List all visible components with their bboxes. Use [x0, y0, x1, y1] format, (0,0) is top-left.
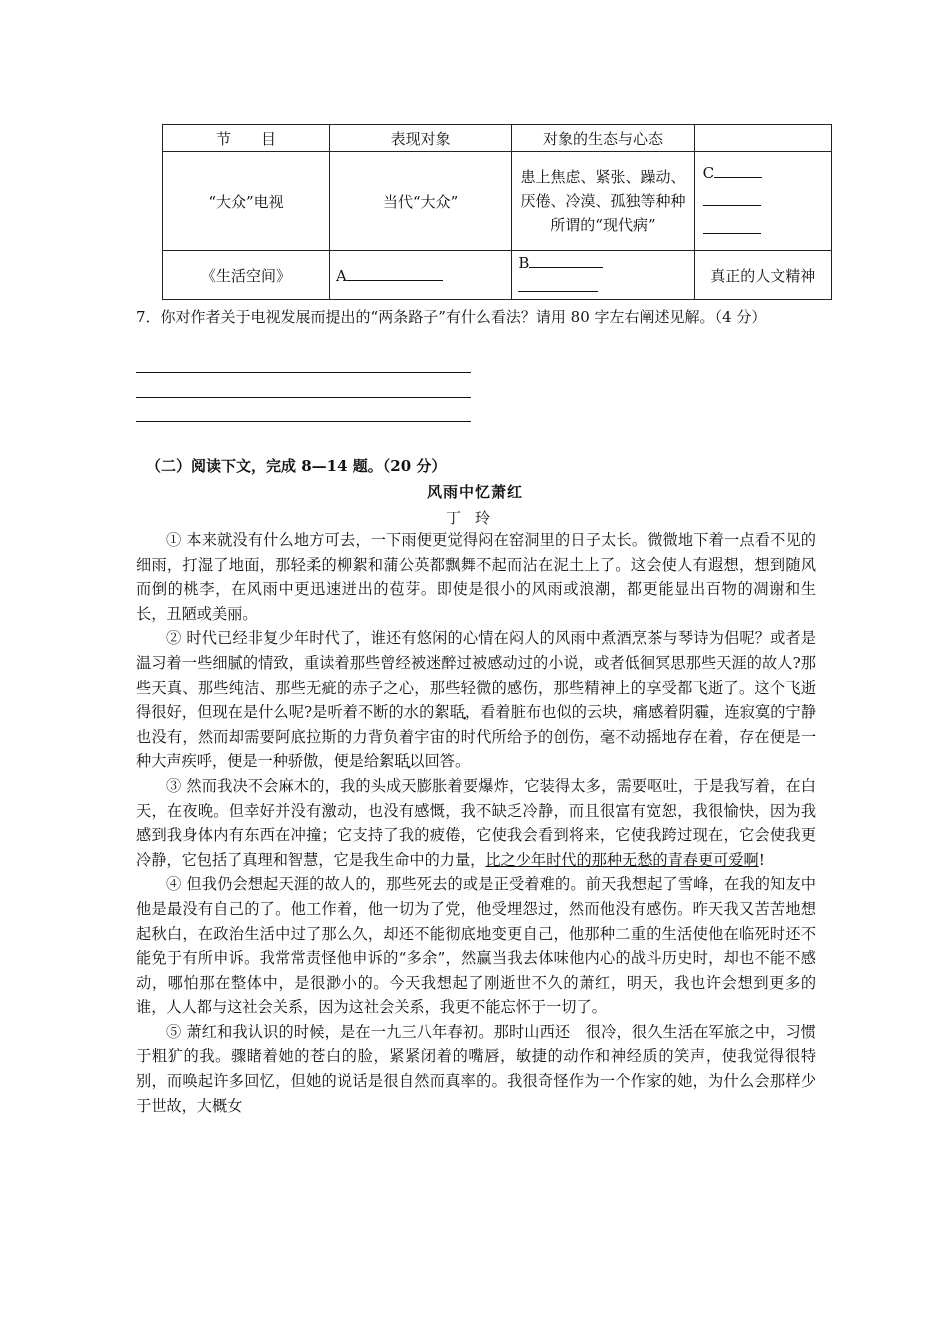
- article-title: 风雨中忆萧红: [426, 483, 523, 501]
- paragraph-1: ① 本来就没有什么地方可去，一下雨便更觉得闷在窑洞里的日子太长。微微地下着一点看不见的细雨，打湿了地面，那轻柔的柳絮和蒲公英都飘舞不起而沾在泥土上了。这会使人有遐想，想到随风而倒的桃李，在风雨中更迅速迸出的苞芽。即使是很小的风雨或浪潮，都更能显出百物的凋谢和生长，丑陋或美丽。: [136, 531, 816, 623]
- header-program: 节 目: [163, 125, 330, 152]
- blank-a[interactable]: [347, 265, 443, 281]
- blank-c-2[interactable]: [703, 190, 761, 206]
- blank-b-2[interactable]: [518, 276, 598, 292]
- header-target: 表现对象: [330, 125, 512, 152]
- answer-line-1[interactable]: [136, 372, 471, 373]
- underlined-sentence: 比之少年时代的那种无愁的青春更可爱啊: [485, 850, 759, 869]
- paragraph-2: [136, 626, 816, 774]
- article-body: [136, 528, 816, 1118]
- header-state: 对象的生态与心态: [512, 125, 694, 152]
- blank-c-1[interactable]: [714, 162, 762, 178]
- cell-program-shenghuo: 《生活空间》: [163, 251, 330, 300]
- cell-spirit: 真正的人文精神: [694, 251, 831, 300]
- table-row-dazhong: [163, 152, 832, 251]
- answer-line-2[interactable]: [136, 397, 471, 398]
- cell-answer-c[interactable]: [694, 152, 831, 251]
- cell-answer-a[interactable]: [330, 251, 512, 300]
- paragraph-2-part-c: 以回答。: [409, 752, 471, 771]
- paragraph-2-part-a: ② 时代已经非复少年时代了，谁还有悠闲的心情在闷人的风雨中煮酒烹茶与琴诗为侣呢？或者是温习着一些细腻的情致，重读着那些曾经被迷醉过被感动过的小说，或者低徊冥思那些天涯的故人?那些天真、那些纯洁、那些无疵的赤子之心，那些轻微的感伤，那些精神上的享受都飞逝了。这个飞逝得很好，但现在是什么呢?是听着不断的水的: [136, 629, 816, 722]
- paragraph-3: [136, 774, 816, 872]
- paragraph-3-part-a: ③ 然而我决不会麻木的，我的头成天膨胀着要爆炸，它装得太多，需要呕吐，于是我写着，在白天，在夜晚。但幸好并没有激动，也没有感慨，我不缺乏冷静，而且很富有宽恕，我很愉快，因为我感到我身体内有东西在冲撞；它支持了我的疲倦，它使我会看到将来，它使我跨过现在，它会使我更冷静，它包括了真理和智慧，它是我生命中的力量，: [136, 776, 816, 869]
- header-empty: [694, 125, 831, 152]
- label-a: A: [336, 267, 347, 285]
- article-author: 丁玲: [445, 509, 504, 527]
- blank-b-1[interactable]: [529, 252, 603, 268]
- label-b: B: [518, 254, 530, 272]
- blank-c-3[interactable]: [703, 218, 761, 234]
- dotted-word-2: 絮聒: [379, 752, 410, 771]
- answer-line-3[interactable]: [136, 421, 471, 422]
- label-c: C: [702, 164, 715, 182]
- section-heading: （二）阅读下文，完成 8—14 题。（20 分）: [146, 457, 447, 475]
- cell-desc-dazhong: 患上焦虑、紧张、躁动、厌倦、冷漠、孤独等种种所谓的“现代病”: [512, 152, 694, 251]
- question-7: 7．你对作者关于电视发展而提出的“两条路子”有什么看法？请用 80 字左右阐述见解。（4 分）: [136, 308, 767, 326]
- cell-answer-b[interactable]: [512, 251, 694, 300]
- cell-program-dazhong: “大众”电视: [163, 152, 330, 251]
- paragraph-5: ⑤ 萧红和我认识的时候，是在一九三八年春初。那时山西还 很冷，很久生活在军旅之中，习惯于粗犷的我。骤睹着她的苍白的脸，紧紧闭着的嘴唇，敏捷的动作和神经质的笑声，使我觉得很特别，而唤起许多回忆，但她的说话是很自然而真率的。我很奇怪作为一个作家的她，为什么会那样少于世故，大概女: [136, 1022, 816, 1115]
- table-row-shenghuo: [163, 251, 832, 300]
- paragraph-3-part-b: !: [758, 850, 765, 869]
- paragraph-2-part-b: ，看着脏布也似的云块，痛感着阴霾，连寂寞的宁静也没有，然而却需要阿底拉斯的力背负着宇宙的时代所给予的创伤，毫不动摇地存在着，存在便是一种大声疾呼，便是一种骄傲，便是给: [136, 703, 817, 771]
- dotted-word-1: 絮聒: [434, 703, 465, 722]
- paragraph-4: ④ 但我仍会想起天涯的故人的，那些死去的或是正受着难的。前天我想起了雪峰，在我的知友中他是最没有自己的了。他工作着，他一切为了党，他受埋怨过，然而他没有感伤。昨天我又苦苦地想起秋白，在政治生活中过了那么久，却还不能彻底地变更自己，他那种二重的生活使他在临死时还不能免于有所申诉。我常常责怪他申诉的“多余”，然赢当我去体味他内心的战斗历史时，却也不能不感动，哪怕那在整体中，是很渺小的。今天我想起了刚逝世不久的萧红，明天，我也许会想到更多的谁，人人都与这社会关系，因为这社会关系，我更不能忘怀于一切了。: [136, 875, 816, 1017]
- analysis-table: [162, 124, 832, 300]
- table-header-row: [163, 125, 832, 152]
- cell-target-dazhong: 当代“大众”: [330, 152, 512, 251]
